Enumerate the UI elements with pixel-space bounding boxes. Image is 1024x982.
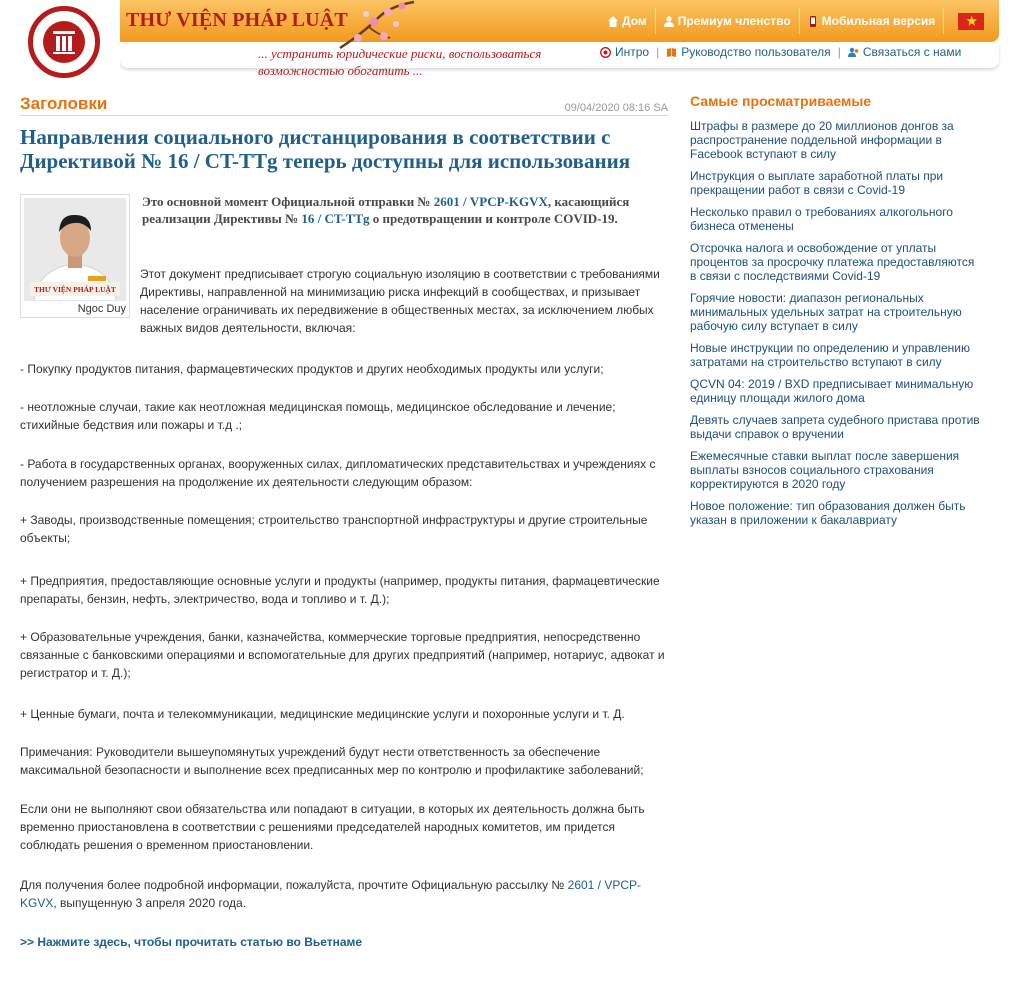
lead-text: , касающийся реализации Директивы № bbox=[142, 194, 630, 226]
most-viewed-item[interactable]: QCVN 04: 2019 / BXD предписывает минимальную единицу площади жилого дома bbox=[690, 377, 974, 405]
most-viewed-item[interactable]: Горячие новости: диапазон региональных минимальных удельных затрат на строительную рабочую силу вступает в силу bbox=[690, 291, 962, 333]
lead-text: Это основной момент Официальной отправки № bbox=[142, 194, 434, 209]
sub-nav-intro[interactable] bbox=[600, 45, 649, 59]
article-paragraph: + Заводы, производственные помещения; строительство транспортной инфраструктуры и другие строительные объекты; bbox=[20, 513, 648, 545]
most-viewed-item[interactable]: Ежемесячные ставки выплат после завершения выплаты взносов социального страхования корректируются в 2020 году bbox=[690, 449, 960, 491]
sidebar-title: Самые просматриваемые bbox=[690, 93, 872, 109]
article-paragraph: + Ценные бумаги, почта и телекоммуникации, медицинские медицинские услуги и похоронные услуги и т. Д. bbox=[20, 707, 625, 721]
site-logo[interactable] bbox=[20, 0, 120, 82]
article-paragraph: Если они не выполняют свои обязательства или попадают в ситуации, в которых их деятельность должна быть временно приостановлена в соответствии с решениями председателей народных комитетов, им придется соблюдать решения о временном приостановлении. bbox=[20, 802, 645, 852]
logo-seal-icon bbox=[28, 6, 100, 78]
site-header bbox=[20, 0, 999, 78]
nav-home[interactable] bbox=[600, 8, 655, 34]
svg-text:THƯ VIỆN PHÁP LUẬT: THƯ VIỆN PHÁP LUẬT bbox=[34, 285, 116, 294]
directive-link[interactable]: 16 / CT-TTg bbox=[301, 211, 370, 226]
sub-nav-guide[interactable] bbox=[666, 45, 830, 59]
article-title: Направления социального дистанцирования в соответствии с Директивой № 16 / CT-TTg теперь доступны для использования bbox=[20, 125, 631, 173]
official-dispatch-link[interactable]: 2601 / VPCP-KGVX bbox=[20, 878, 642, 910]
article-paragraph: - неотложные случаи, такие как неотложная медицинская помощь, медицинское обследование и лечение; стихийные бедствия или пожары и т.д .; bbox=[20, 400, 616, 432]
final-text: Для получения более подробной информации, пожалуйста, прочтите Официальную рассылку № bbox=[20, 878, 568, 892]
most-viewed-item[interactable]: Новое положение: тип образования должен быть указан в приложении к бакалавриату bbox=[690, 499, 966, 527]
user-icon bbox=[664, 16, 674, 27]
site-slogan: ... устранить юридические риски, воспользоваться возможностью обогатить ... bbox=[258, 46, 542, 78]
article-lead bbox=[142, 193, 652, 227]
most-viewed-item[interactable]: Штрафы в размере до 20 миллионов донгов за распространение поддельной информации в Facebook вступают в силу bbox=[690, 119, 954, 161]
most-viewed-item[interactable]: Девять случаев запрета судебного пристава против выдачи справок о вручении bbox=[690, 413, 980, 441]
article-date: 09/04/2020 08:16 SA bbox=[564, 102, 668, 114]
nav-premium-label: Премиум членство bbox=[677, 14, 791, 28]
author-avatar bbox=[24, 198, 126, 301]
most-viewed-sidebar bbox=[690, 92, 988, 535]
article-paragraph: + Образовательные учреждения, банки, казначейства, коммерческие торговые предприятия, непосредственно связанные с банковскими операциями и вспомогательные для других предприятий (например, нотариус, адвокат и регистратор и т. Д.); bbox=[20, 630, 665, 680]
globe-icon bbox=[600, 47, 611, 58]
section-header bbox=[20, 92, 668, 116]
separator: | bbox=[837, 45, 841, 59]
nav-language[interactable] bbox=[943, 8, 992, 34]
most-viewed-list bbox=[690, 119, 988, 527]
article-paragraph bbox=[20, 876, 660, 912]
sub-nav-contact[interactable] bbox=[848, 45, 961, 59]
final-text: , выпущенную 3 апреля 2020 года. bbox=[53, 896, 247, 910]
sub-nav-guide-label: Руководство пользователя bbox=[681, 45, 831, 59]
separator: | bbox=[656, 45, 660, 59]
site-name[interactable]: THƯ VIỆN PHÁP LUẬT bbox=[126, 9, 348, 31]
mobile-icon bbox=[808, 16, 818, 27]
article-paragraph: + Предприятия, предоставляющие основные услуги и продукты (например, продукты питания, фармацевтические препараты, бензин, нефть, электричество, вода и топливо и т. Д.); bbox=[20, 574, 660, 606]
lead-text: о предотвращении и контроле COVID-19. bbox=[369, 211, 618, 226]
most-viewed-item[interactable]: Несколько правил о требованиях алкогольного бизнеса отменены bbox=[690, 205, 953, 233]
article-paragraph: - Работа в государственных органах, вооруженных силах, дипломатических представительствах и учреждениях с получением разрешения на продолжение их деятельности следующим образом: bbox=[20, 457, 656, 489]
sub-nav-contact-label: Связаться с нами bbox=[862, 45, 962, 59]
pillar-icon bbox=[52, 29, 76, 55]
home-icon bbox=[608, 16, 618, 27]
author-card bbox=[20, 194, 130, 318]
sub-nav-intro-label: Интро bbox=[615, 45, 650, 59]
nav-premium[interactable] bbox=[655, 8, 799, 34]
contact-icon bbox=[848, 47, 859, 58]
section-title[interactable]: Заголовки bbox=[20, 94, 108, 113]
author-name: Ngoc Duy bbox=[77, 303, 126, 315]
sub-nav bbox=[600, 45, 961, 59]
most-viewed-item[interactable]: Инструкция о выплате заработной платы при прекращении работ в связи с Covid-19 bbox=[690, 169, 944, 197]
most-viewed-item[interactable]: Отсрочка налога и освобождение от уплаты процентов за просрочку платежа предоставляются в связи с последствиями Covid-19 bbox=[690, 241, 975, 283]
nav-mobile[interactable] bbox=[799, 8, 944, 34]
most-viewed-item[interactable]: Новые инструкции по определению и управлению затратами на строительство вступают в силу bbox=[690, 341, 970, 369]
vietnam-flag-icon: ★ bbox=[958, 13, 984, 30]
article-paragraph: Примечания: Руководители вышеупомянутых учреждений будут нести ответственность за обеспечение максимальной безопасности и выполнение всех предписанных мер по контролю и профилактике заболеваний; bbox=[20, 745, 644, 777]
article-paragraph: - Покупку продуктов питания, фармацевтических продуктов и других необходимых продукты или услуги; bbox=[20, 362, 604, 376]
top-nav bbox=[600, 8, 992, 34]
vietnamese-article-link[interactable]: >> Нажмите здесь, чтобы прочитать статью во Вьетнаме bbox=[20, 935, 363, 949]
official-dispatch-link[interactable]: 2601 / VPCP-KGVX bbox=[433, 194, 548, 209]
book-icon bbox=[666, 47, 677, 58]
nav-home-label: Дом bbox=[622, 14, 647, 28]
nav-mobile-label: Мобильная версия bbox=[821, 14, 936, 28]
article-paragraph: Этот документ предписывает строгую социальную изоляцию в соответствии с требованиями Директивы, направленной на минимизацию риска инфекций в сообществах, и призывает население ограничивать их передвижение в общественных местах, за исключением любых важных видов деятельности, включая: bbox=[140, 267, 660, 335]
article-main bbox=[20, 92, 668, 949]
